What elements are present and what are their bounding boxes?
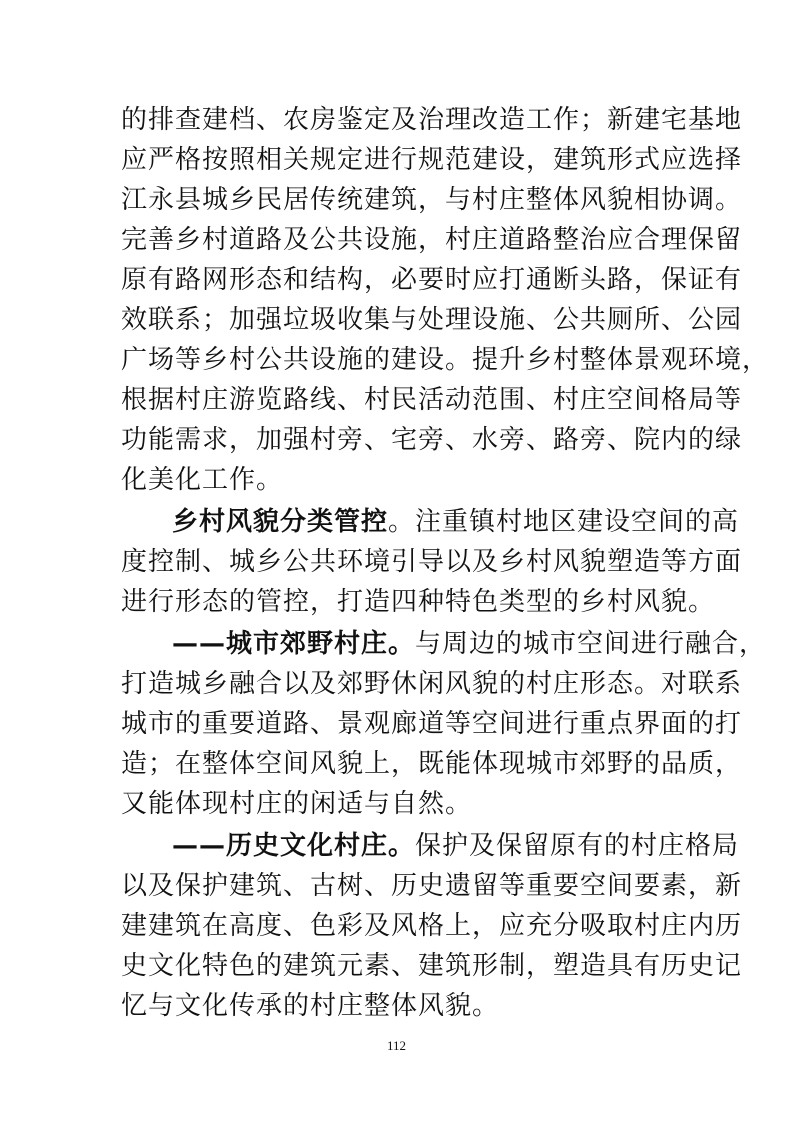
- text-run: 保护及保留原有的村庄格局: [415, 831, 740, 861]
- text-line: 化美化工作。: [121, 465, 284, 495]
- text-line: 的排查建档、农房鉴定及治理改造工作；新建宅基地: [121, 105, 743, 135]
- text-line: 史文化特色的建筑元素、建筑形制，塑造具有历史记: [121, 951, 743, 981]
- text-line: 原有路网形态和结构，必要时应打通断头路，保证有: [121, 265, 743, 295]
- text-run: 与周边的城市空间进行融合，: [415, 629, 767, 659]
- section-heading: ——历史文化村庄。: [172, 831, 416, 861]
- text-line: 建建筑在高度、色彩及风格上，应充分吸取村庄内历: [121, 911, 743, 941]
- text-line: 忆与文化传承的村庄整体风貌。: [121, 991, 500, 1021]
- text-line: 江永县城乡民居传统建筑，与村庄整体风貌相协调。: [121, 185, 743, 215]
- text-line: 广场等乡村公共设施的建设。提升乡村整体景观环境，: [121, 345, 770, 375]
- text-line: 城市的重要道路、景观廊道等空间进行重点界面的打: [121, 709, 743, 739]
- section-heading: 乡村风貌分类管控: [172, 507, 389, 537]
- paragraph-first-line: [172, 502, 740, 542]
- text-line: 应严格按照相关规定进行规范建设，建筑形式应选择: [121, 145, 743, 175]
- page-number: 112: [386, 1038, 407, 1053]
- text-line: 完善乡村道路及公共设施，村庄道路整治应合理保留: [121, 225, 743, 255]
- text-line: 根据村庄游览路线、村民活动范围、村庄空间格局等: [121, 385, 743, 415]
- text-run: 。注重镇村地区建设空间的高: [388, 507, 740, 537]
- text-line: 以及保护建筑、古树、历史遗留等重要空间要素，新: [121, 871, 743, 901]
- text-line: 功能需求，加强村旁、宅旁、水旁、路旁、院内的绿: [121, 425, 743, 455]
- text-line: 效联系；加强垃圾收集与处理设施、公共厕所、公园: [121, 305, 743, 335]
- paragraph-first-line: [172, 624, 767, 664]
- text-line: 又能体现村庄的闲适与自然。: [121, 789, 473, 819]
- text-line: 度控制、城乡公共环境引导以及乡村风貌塑造等方面: [121, 547, 743, 577]
- section-heading: ——城市郊野村庄。: [172, 629, 416, 659]
- paragraph-first-line: [172, 826, 740, 866]
- text-line: 进行形态的管控，打造四种特色类型的乡村风貌。: [121, 587, 716, 617]
- text-line: 打造城乡融合以及郊野休闲风貌的村庄形态。对联系: [121, 669, 743, 699]
- text-line: 造；在整体空间风貌上，既能体现城市郊野的品质，: [121, 749, 743, 779]
